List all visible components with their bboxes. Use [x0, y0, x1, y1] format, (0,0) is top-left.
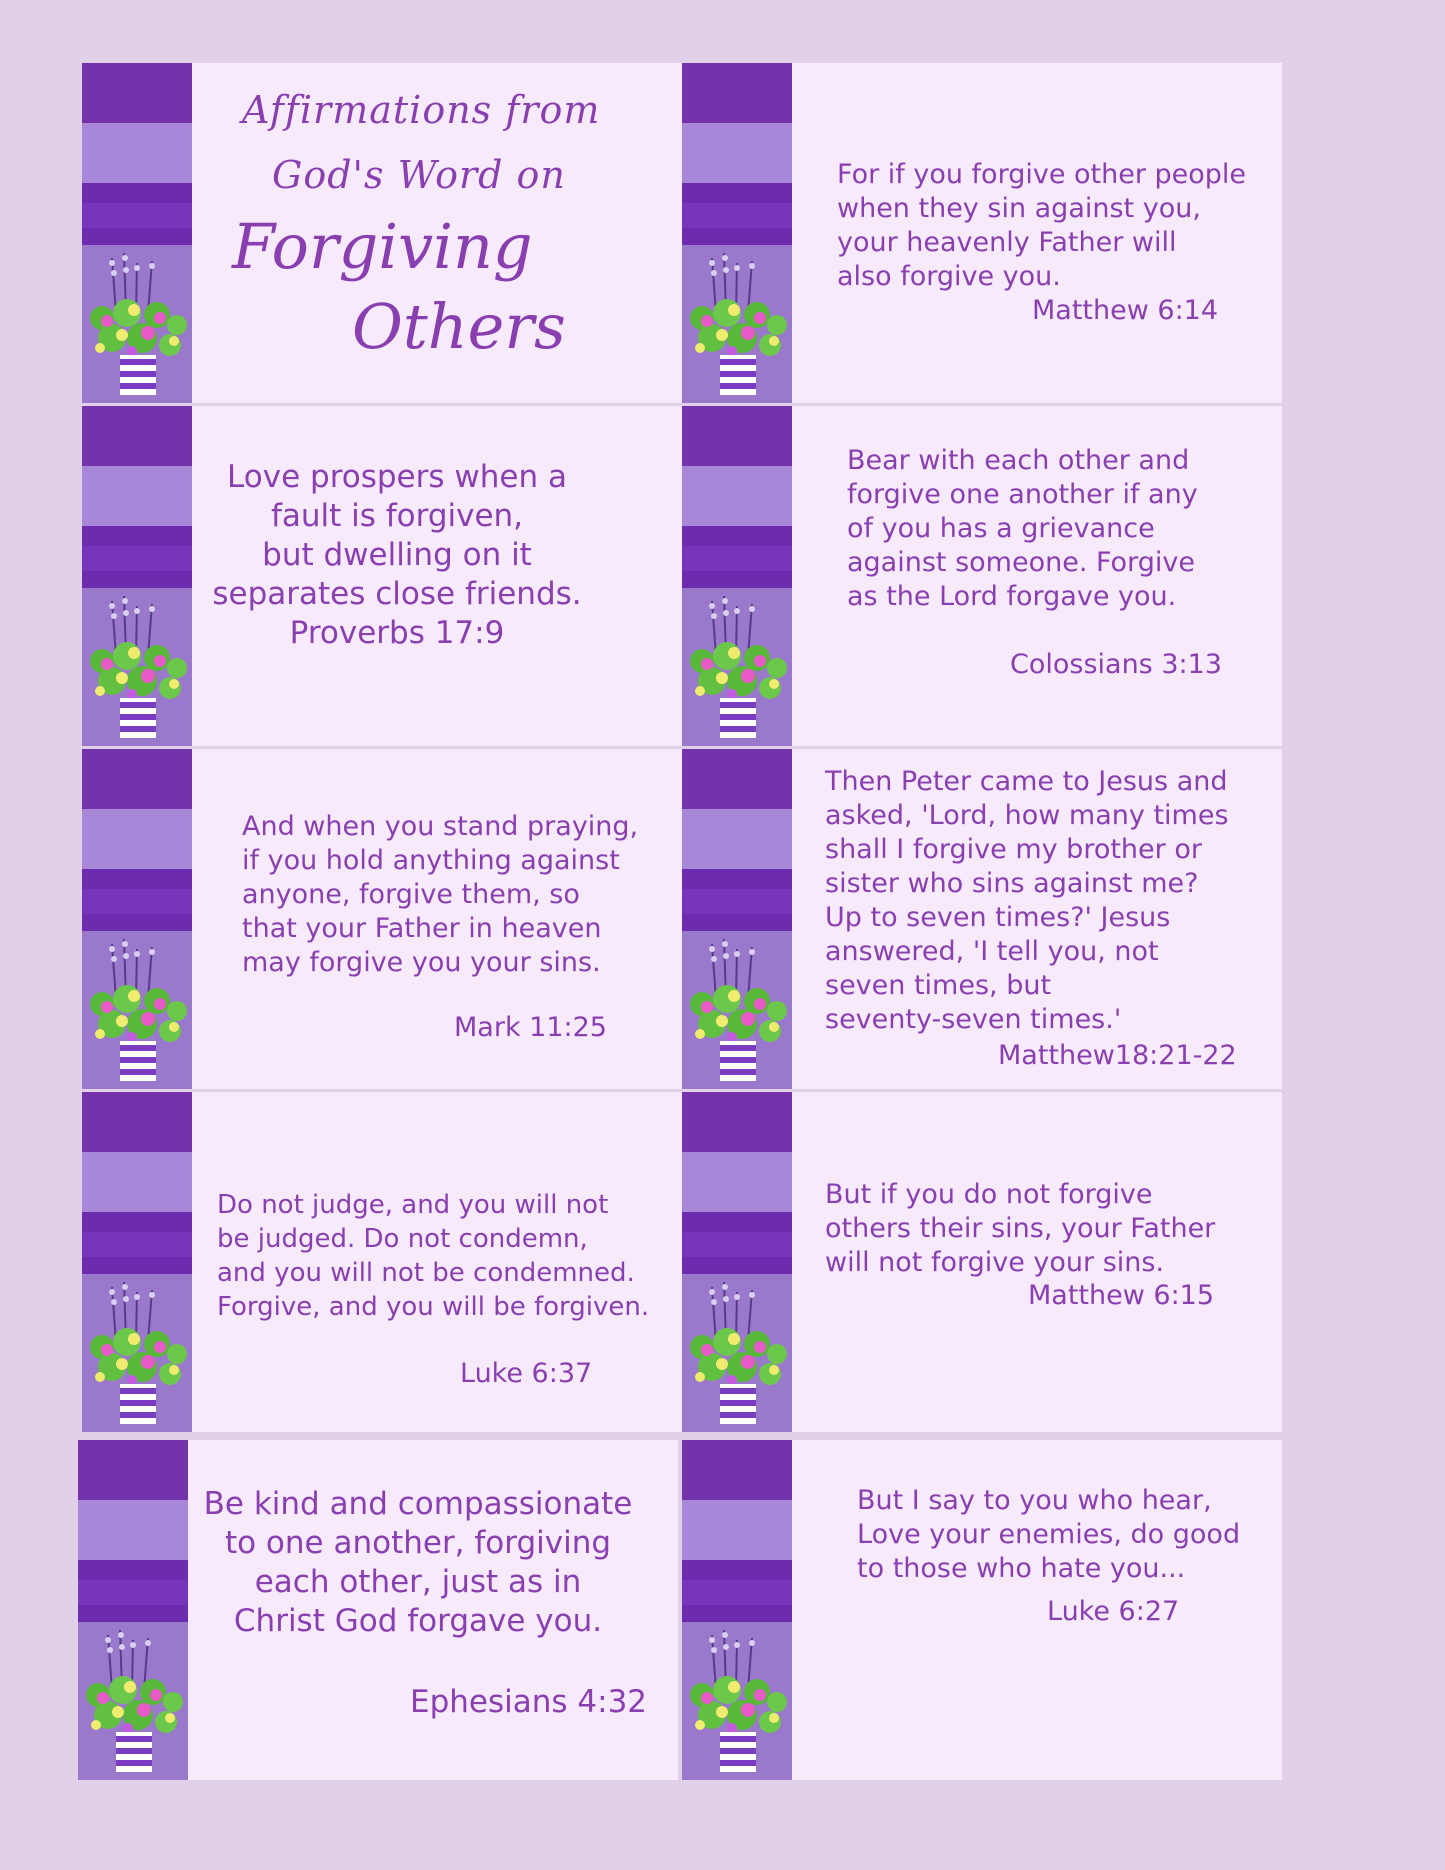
card-text-area: [792, 749, 1282, 1089]
verse-card: [682, 1092, 1282, 1432]
title-line-4: Others: [352, 290, 566, 363]
verse-text: Do not judge, and you will not be judged. Do not condemn, and you will not be condemned. Forgive, and you will be forgiven.: [217, 1190, 650, 1322]
card-text-area: [192, 1092, 682, 1432]
verse-card: [682, 1440, 1282, 1780]
bouquet-strip-image: [682, 1092, 792, 1432]
card-text-area: [192, 749, 682, 1089]
verse-text: Be kind and compassionate to one another, forgiving each other, just as in Christ God forgave you.: [203, 1486, 633, 1639]
verse-reference: Mark 11:25: [454, 1012, 607, 1043]
verse-text: Then Peter came to Jesus and asked, 'Lord, how many times shall I forgive my brother or sister who sins against me? Up to seven times?' Jesus answered, 'I tell you, not seven times, but seventy-seven times.': [825, 766, 1229, 1035]
verse-card: [82, 406, 682, 746]
bouquet-strip-image: [682, 63, 792, 403]
verse-reference: Ephesians 4:32: [410, 1684, 648, 1720]
bouquet-strip-image: [82, 406, 192, 746]
verse-text: Love prospers when a fault is forgiven, but dwelling on it separates close friends.: [212, 459, 582, 612]
verse-reference: Luke 6:27: [1047, 1596, 1180, 1627]
bouquet-strip-image: [82, 1092, 192, 1432]
verse-card: [682, 406, 1282, 746]
card-text-area: [792, 63, 1282, 403]
verse-card: [78, 1440, 678, 1780]
verse-text: And when you stand praying, if you hold anything against anyone, forgive them, so that your Father in heaven may forgive you your sins.: [242, 811, 639, 978]
title-text-area: [192, 63, 682, 403]
title-line-1: Affirmations from: [242, 88, 601, 132]
card-text-area: [188, 1440, 678, 1780]
title-line-3: Forgiving: [232, 210, 533, 283]
verse-text: For if you forgive other people when they sin against you, your heavenly Father will also forgive you.: [837, 159, 1247, 292]
verse-text: But if you do not forgive others their sins, your Father will not forgive your sins.: [825, 1179, 1216, 1278]
bouquet-strip-image: [78, 1440, 188, 1780]
verse-reference: Matthew18:21-22: [998, 1040, 1237, 1071]
bouquet-strip-image: [82, 749, 192, 1089]
verse-reference: Matthew 6:14: [1032, 295, 1219, 326]
verse-reference: Matthew 6:15: [1028, 1280, 1215, 1311]
verse-card: [682, 749, 1282, 1089]
verse-reference: Luke 6:37: [460, 1358, 593, 1389]
title-line-2: God's Word on: [272, 153, 566, 197]
verse-reference: Colossians 3:13: [1010, 649, 1222, 680]
card-text-area: [792, 1092, 1282, 1432]
card-text-area: [192, 406, 682, 746]
bouquet-strip-image: [682, 749, 792, 1089]
verse-reference: Proverbs 17:9: [289, 615, 505, 651]
verse-text: But I say to you who hear, Love your enemies, do good to those who hate you...: [857, 1485, 1241, 1584]
bouquet-strip-image: [682, 406, 792, 746]
verse-card: [82, 1092, 682, 1432]
verse-card: [82, 749, 682, 1089]
verse-text: Bear with each other and forgive one another if any of you has a grievance against someone. Forgive as the Lord forgave you.: [847, 445, 1198, 612]
bouquet-strip-image: [82, 63, 192, 403]
title-card: [82, 63, 682, 403]
bouquet-strip-image: [682, 1440, 792, 1780]
card-text-area: [792, 1440, 1282, 1780]
verse-card: [682, 63, 1282, 403]
card-text-area: [792, 406, 1282, 746]
